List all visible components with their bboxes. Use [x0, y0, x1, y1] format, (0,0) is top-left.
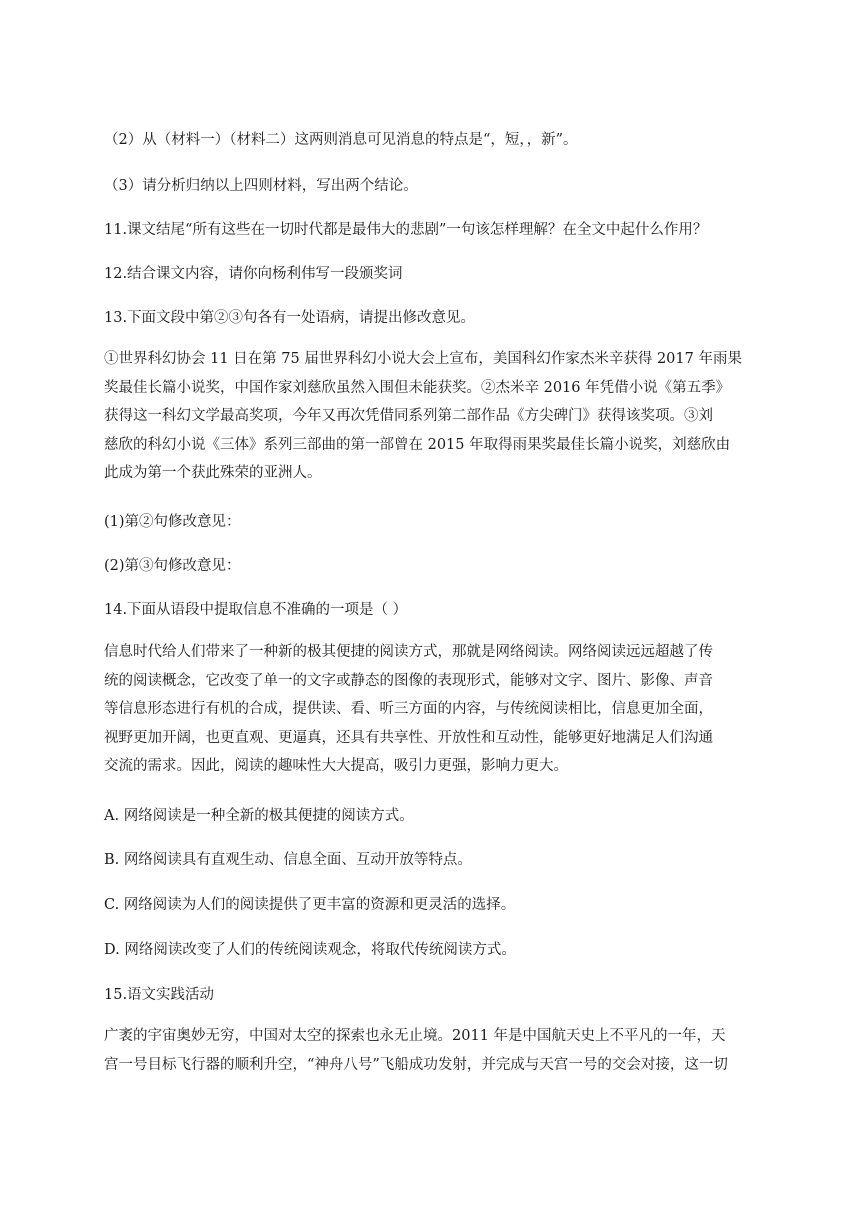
passage-line: 此成为第一个获此殊荣的亚洲人。: [104, 465, 322, 481]
passage-line: 信息时代给人们带来了一种新的极其便捷的阅读方式，那就是网络阅读。网络阅读远远超越了传: [104, 644, 713, 660]
passage-line: 等信息形态进行有机的合成，提供读、看、听三方面的内容，与传统阅读相比，信息更加全面，: [104, 701, 713, 717]
question-11: 11.课文结尾“所有这些在一切时代都是最伟大的悲剧”一句该怎样理解？在全文中起什么作用？: [104, 222, 708, 238]
passage-line: 交流的需求。因此，阅读的趣味性大大提高，吸引力更强，影响力更大。: [104, 758, 568, 774]
passage-line: 奖最佳长篇小说奖，中国作家刘慈欣虽然入围但未能获奖。②杰米辛 2016 年凭借小说《第五季》: [104, 379, 731, 396]
question-13-answer-1: (1)第②句修改意见：: [104, 514, 241, 530]
option-d: D. 网络阅读改变了人们的传统阅读观念，将取代传统阅读方式。: [104, 942, 516, 958]
passage-line: 宫一号目标飞行器的顺利升空，“神舟八号”飞船成功发射，并完成与天宫一号的交会对接，这一切: [104, 1056, 728, 1073]
question-15-passage: [104, 1022, 760, 1079]
question-14-passage: [104, 638, 760, 781]
question-12: 12.结合课文内容，请你向杨利伟写一段颁奖词: [104, 266, 403, 282]
passage-line: 慈欣的科幻小说《三体》系列三部曲的第一部曾在 2015 年取得雨果奖最佳长篇小说奖，刘慈欣由: [104, 436, 731, 453]
q10-subquestion-3: （3）请分析归纳以上四则材料，写出两个结论。: [104, 178, 418, 194]
question-13-passage: [104, 345, 760, 488]
question-14-stem: 14.下面从语段中提取信息不准确的一项是（ ）: [104, 602, 408, 618]
question-13-answer-2: (2)第③句修改意见：: [104, 558, 241, 574]
passage-line: 获得这一科幻文学最高奖项，今年又再次凭借同系列第二部作品《方尖碑门》获得该奖项。③刘: [104, 408, 713, 424]
option-c: C. 网络阅读为人们的阅读提供了更丰富的资源和更灵活的选择。: [104, 897, 516, 913]
passage-line: 统的阅读概念，它改变了单一的文字或静态的图像的表现形式，能够对文字、图片、影像、声音: [104, 672, 713, 689]
passage-line: 广袤的宇宙奥妙无穷，中国对太空的探索也永无止境。2011 年是中国航天史上不平凡的一年，天: [104, 1028, 726, 1044]
question-13-stem: 13.下面文段中第②③句各有一处语病，请提出修改意见。: [104, 310, 476, 326]
option-b: B. 网络阅读具有直观生动、信息全面、互动开放等特点。: [104, 852, 472, 868]
passage-line: 视野更加开阔，也更直观、更逼真，还具有共享性、开放性和互动性，能够更好地满足人们沟通: [104, 729, 713, 746]
q10-subquestion-2: （2）从（材料一）（材料二）这两则消息可见消息的特点是“，短，，新”。: [104, 132, 578, 148]
option-a: A. 网络阅读是一种全新的极其便捷的阅读方式。: [104, 808, 414, 824]
passage-line: ①世界科幻协会 11 日在第 75 届世界科幻小说大会上宣布，美国科幻作家杰米辛获得 2017 年雨果: [104, 351, 742, 367]
question-15-stem: 15.语文实践活动: [104, 987, 215, 1003]
